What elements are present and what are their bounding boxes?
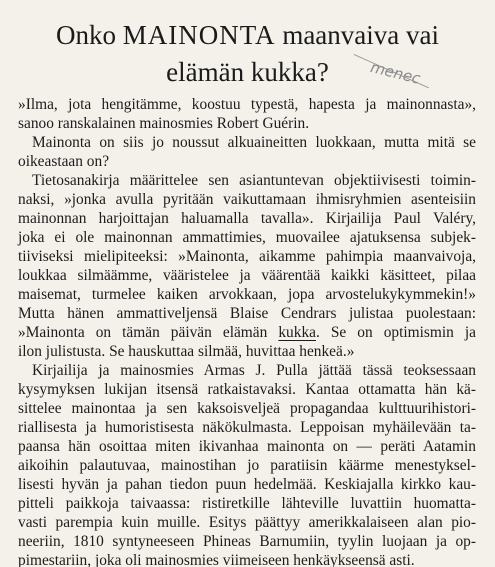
text-line: joka ei ole mainonnan ammattimies, muovailee ajatuksensa subjek- (18, 229, 476, 246)
underlined-word: kukka (278, 324, 316, 341)
text-line: sanoo ranskalainen mainosmies Robert Guérin. (18, 115, 310, 132)
text-line: Kirjailija ja mainosmies Armas J. Pulla jättää tässä teoksessaan (32, 362, 476, 379)
text-line: »Ilma, jota hengitämme, koostuu typestä, hapesta ja mainonnasta», (18, 96, 476, 113)
text-line: vasti parempia kuin muille. Esitys päättyy amerikkalaiseen alan pio- (18, 514, 476, 531)
text-line: pitteli paikkoja taivaassa: ristiretkille lähteville luvattiin huomatta- (18, 495, 476, 512)
text-line: paansa hän osoittaa miten ikivanhaa mainonta on — peräti Aatamin (18, 438, 476, 455)
text-line: pimestariin, joka oli mainosmies viimeiseen henkäykseensä asti. (18, 552, 415, 567)
text-line: naksi, »jonka avulla pyritään vaikuttamaan ihmisryhmien asenteisiin (18, 191, 476, 208)
handwritten-annotation: menec (368, 58, 423, 88)
title-caps-word: MAINONTA (122, 20, 276, 50)
body-text (18, 95, 476, 567)
title-suffix: maanvaiva vai (275, 20, 439, 50)
text-line: aikoihin palautuvaa, mainostihan jo paratiisin käärme menestyksel- (18, 457, 476, 474)
text-line: kysymyksen lukijan itsensä ratkaistavaksi. Kantaa ottamatta hän kä- (18, 381, 476, 398)
text-line: »Mainonta on tämän päivän elämän kukka. Se on optimismin ja (18, 324, 477, 341)
text-line: tiiviseksi mielipiteeksi: »Mainonta, aikamme pahimpia maanvaivoja, (18, 248, 476, 265)
page-title-line-2: elämän kukka? (166, 57, 329, 87)
text-line: lisesti hyvän ja pahan tiedon puun hedelmää. Keskiajalla kirkko kau- (18, 476, 476, 493)
text-line: mainonnan harjoittajan haluamalla tavalla». Kirjailija Paul Valéry, (18, 210, 476, 227)
text-line: sittelee mainontaa ja sen kaksoisveljeä propagandaa kulttuurihistori- (18, 400, 476, 417)
text-line: Mutta hänen ammattiveljensä Blaise Cendrars julistaa puolestaan: (18, 305, 476, 322)
title-prefix: Onko (55, 20, 123, 50)
text-line: neeriin, 1810 syntyneeseen Phineas Barnumiin, tyylin luojaan ja op- (18, 533, 476, 550)
text-line: riallisesta ja humoristisesta näkökulmasta. Leppoisan myhäilevään ta- (18, 419, 476, 436)
text-line: Tietosanakirja määrittelee sen asiantuntevan objektiivisesti toimin- (32, 172, 476, 189)
text-line: ilon julistusta. Se hauskuttaa silmää, huvittaa henkeä.» (18, 343, 355, 360)
page-title-line-1 (0, 20, 495, 50)
text-line: oikeastaan on? (18, 153, 110, 170)
text-line: maisemat, turmelee kaiken arvokkaan, jopa arvostelukykymmekin!» (18, 286, 476, 303)
text-line: Mainonta on siis jo noussut alkuaineitten luokkaan, mutta mitä se (32, 134, 476, 151)
text-line: loukkaa silmäämme, vääristelee ja väärentää kaikki käsitteet, pilaa (18, 267, 476, 284)
